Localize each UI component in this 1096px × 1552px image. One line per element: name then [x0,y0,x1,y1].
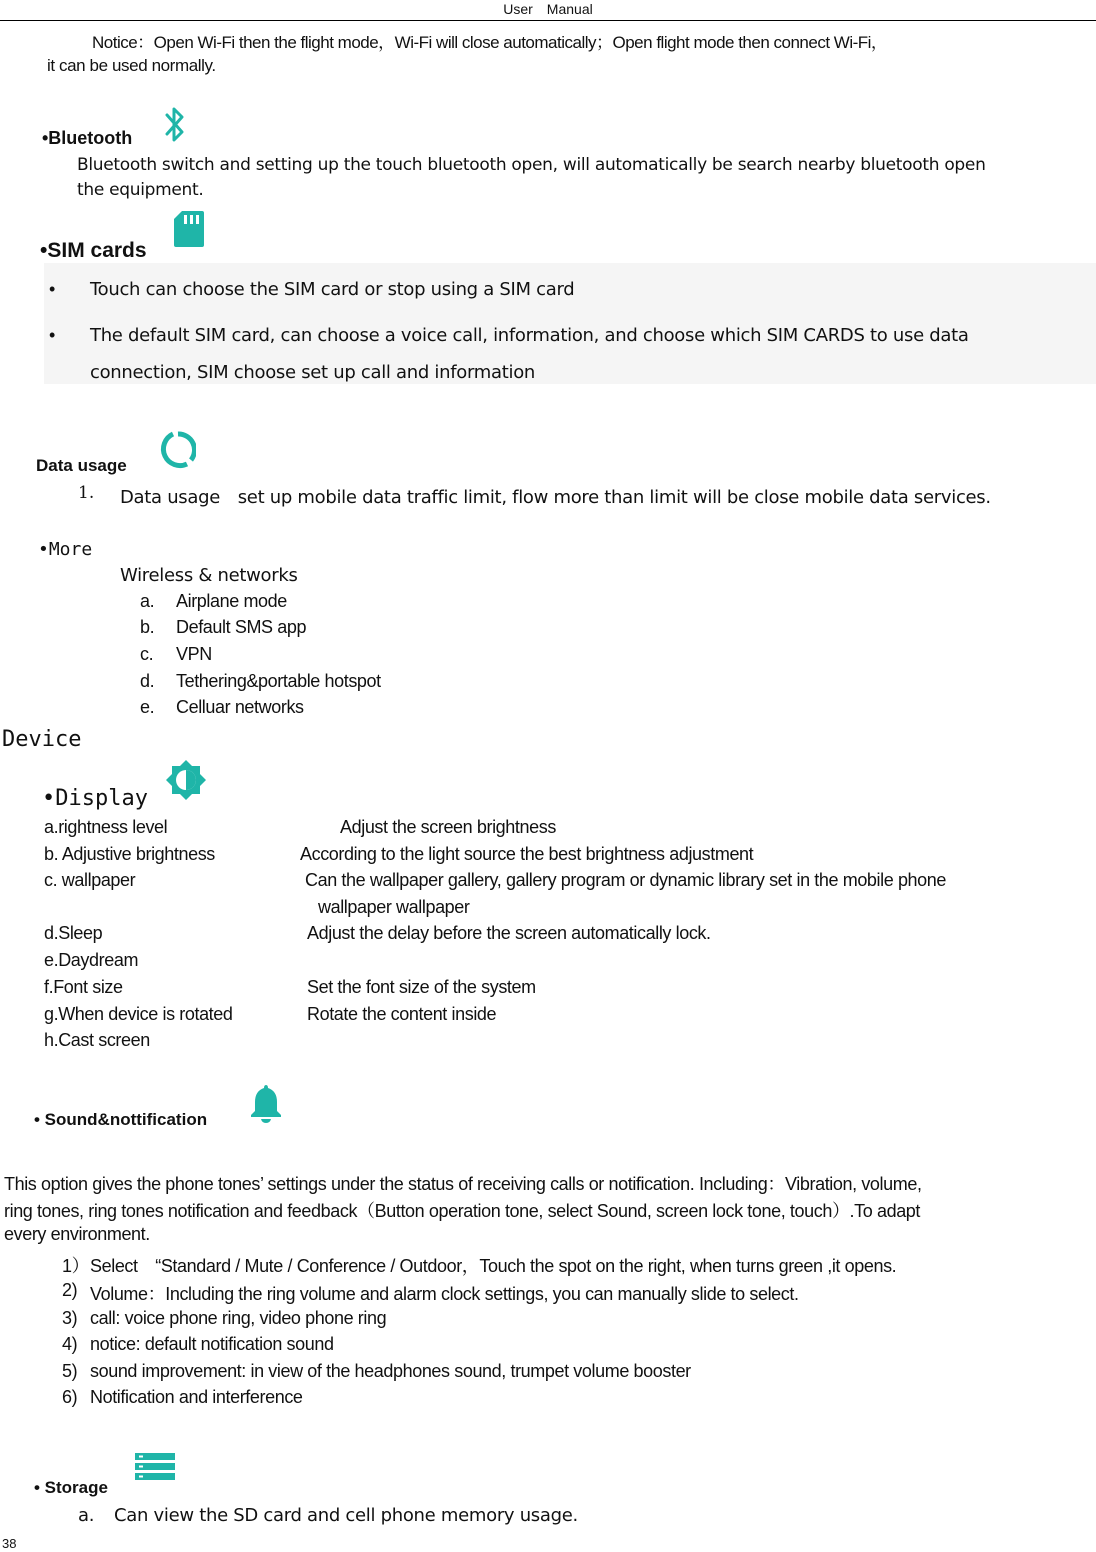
display-row-desc: Rotate the content inside [307,1004,497,1024]
sound-item-marker: 3) [62,1308,78,1328]
sim-item-2-line-2: connection, SIM choose set up call and information [90,362,536,383]
data-usage-icon [156,430,196,470]
bluetooth-line-1: Bluetooth switch and setting up the touch bluetooth open, will automatically be search nearby bluetooth open [77,155,986,175]
display-row-label: a.rightness level [44,817,168,837]
bluetooth-heading: •Bluetooth [42,128,133,148]
display-row-desc-continued: wallpaper wallpaper [318,897,470,917]
sound-item-marker: 5) [62,1361,78,1381]
sound-item-marker: 1） [62,1256,90,1276]
sim-item-2-line-1: The default SIM card, can choose a voice call, information, and choose which SIM CARDS to use data [90,325,969,346]
more-item-label: VPN [176,644,212,664]
sound-item-text: Select “Standard / Mute / Conference / Outdoor，Touch the spot on the right, when turns green ,it opens. [90,1256,897,1276]
sound-item-text: Notification and interference [90,1387,303,1407]
sound-item-marker: 6) [62,1387,78,1407]
display-row-label: b. Adjustive brightness [44,844,215,864]
data-usage-number: 1. [78,483,95,503]
more-item-marker: c. [140,644,154,664]
notice-line-2: it can be used normally. [47,56,216,75]
brightness-icon [164,758,208,802]
header-rule [0,20,1096,21]
more-item-marker: d. [140,671,155,691]
display-row-desc: According to the light source the best brightness adjustment [300,844,754,864]
data-usage-heading: Data usage [36,456,127,475]
device-heading: Device [2,727,82,752]
more-item-label: Celluar networks [176,697,304,717]
header-title: User Manual [503,1,593,17]
sound-item-marker: 2) [62,1280,78,1300]
more-item-marker: b. [140,617,155,637]
sound-paragraph-line-1: This option gives the phone tones’ settings under the status of receiving calls or notification. Including：Vibration, volume, [4,1174,922,1194]
display-row-desc: Adjust the screen brightness [340,817,556,837]
sound-item-text: sound improvement: in view of the headphones sound, trumpet volume booster [90,1361,691,1381]
more-item-label: Tethering&portable hotspot [176,671,381,691]
sim-bullet-2: • [49,325,56,345]
storage-heading: • Storage [34,1478,108,1497]
display-row-desc: Adjust the delay before the screen automatically lock. [307,923,711,943]
sound-paragraph-line-3: every environment. [4,1224,150,1244]
page-header [0,0,1096,19]
sound-item-marker: 4) [62,1334,78,1354]
storage-icon [134,1452,176,1482]
more-item-label: Airplane mode [176,591,287,611]
sim-bullet-1: • [49,279,56,299]
display-row-label: h.Cast screen [44,1030,150,1050]
display-row-label: d.Sleep [44,923,103,943]
bell-icon [248,1082,284,1124]
display-row-label: c. wallpaper [44,870,136,890]
more-heading: •More [38,539,93,560]
display-row-desc: Can the wallpaper gallery, gallery program or dynamic library set in the mobile phone [305,870,947,890]
display-heading: •Display [42,786,148,811]
more-item-marker: a. [140,591,155,611]
data-usage-text: Data usage set up mobile data traffic limit, flow more than limit will be close mobile data services. [120,487,991,508]
bluetooth-line-2: the equipment. [77,180,204,200]
more-item-label: Default SMS app [176,617,307,637]
more-subheading: Wireless & networks [120,565,298,586]
sound-item-text: Volume：Including the ring volume and alarm clock settings, you can manually slide to select. [90,1284,799,1304]
display-row-label: g.When device is rotated [44,1004,233,1024]
sound-paragraph-line-2: ring tones, ring tones notification and feedback（Button operation tone, select Sound, screen lock tone, touch）.To adapt [4,1201,921,1221]
bluetooth-icon [160,104,190,146]
display-row-label: e.Daydream [44,950,139,970]
notice-line-1: Notice：Open Wi-Fi then the flight mode，Wi-Fi will close automatically；Open flight mode then connect Wi-Fi， [92,33,888,52]
sound-heading: • Sound&nottification [34,1110,208,1129]
page-number: 38 [2,1536,17,1551]
more-item-marker: e. [140,697,155,717]
sound-item-text: notice: default notification sound [90,1334,334,1354]
sim-item-1: Touch can choose the SIM card or stop using a SIM card [90,279,575,300]
sim-card-icon [172,209,206,249]
display-row-desc: Set the font size of the system [307,977,536,997]
sim-heading: •SIM cards [40,239,147,262]
sound-item-text: call: voice phone ring, video phone ring [90,1308,387,1328]
storage-item-text: Can view the SD card and cell phone memory usage. [114,1505,578,1526]
storage-item-marker: a. [78,1505,95,1526]
display-row-label: f.Font size [44,977,123,997]
